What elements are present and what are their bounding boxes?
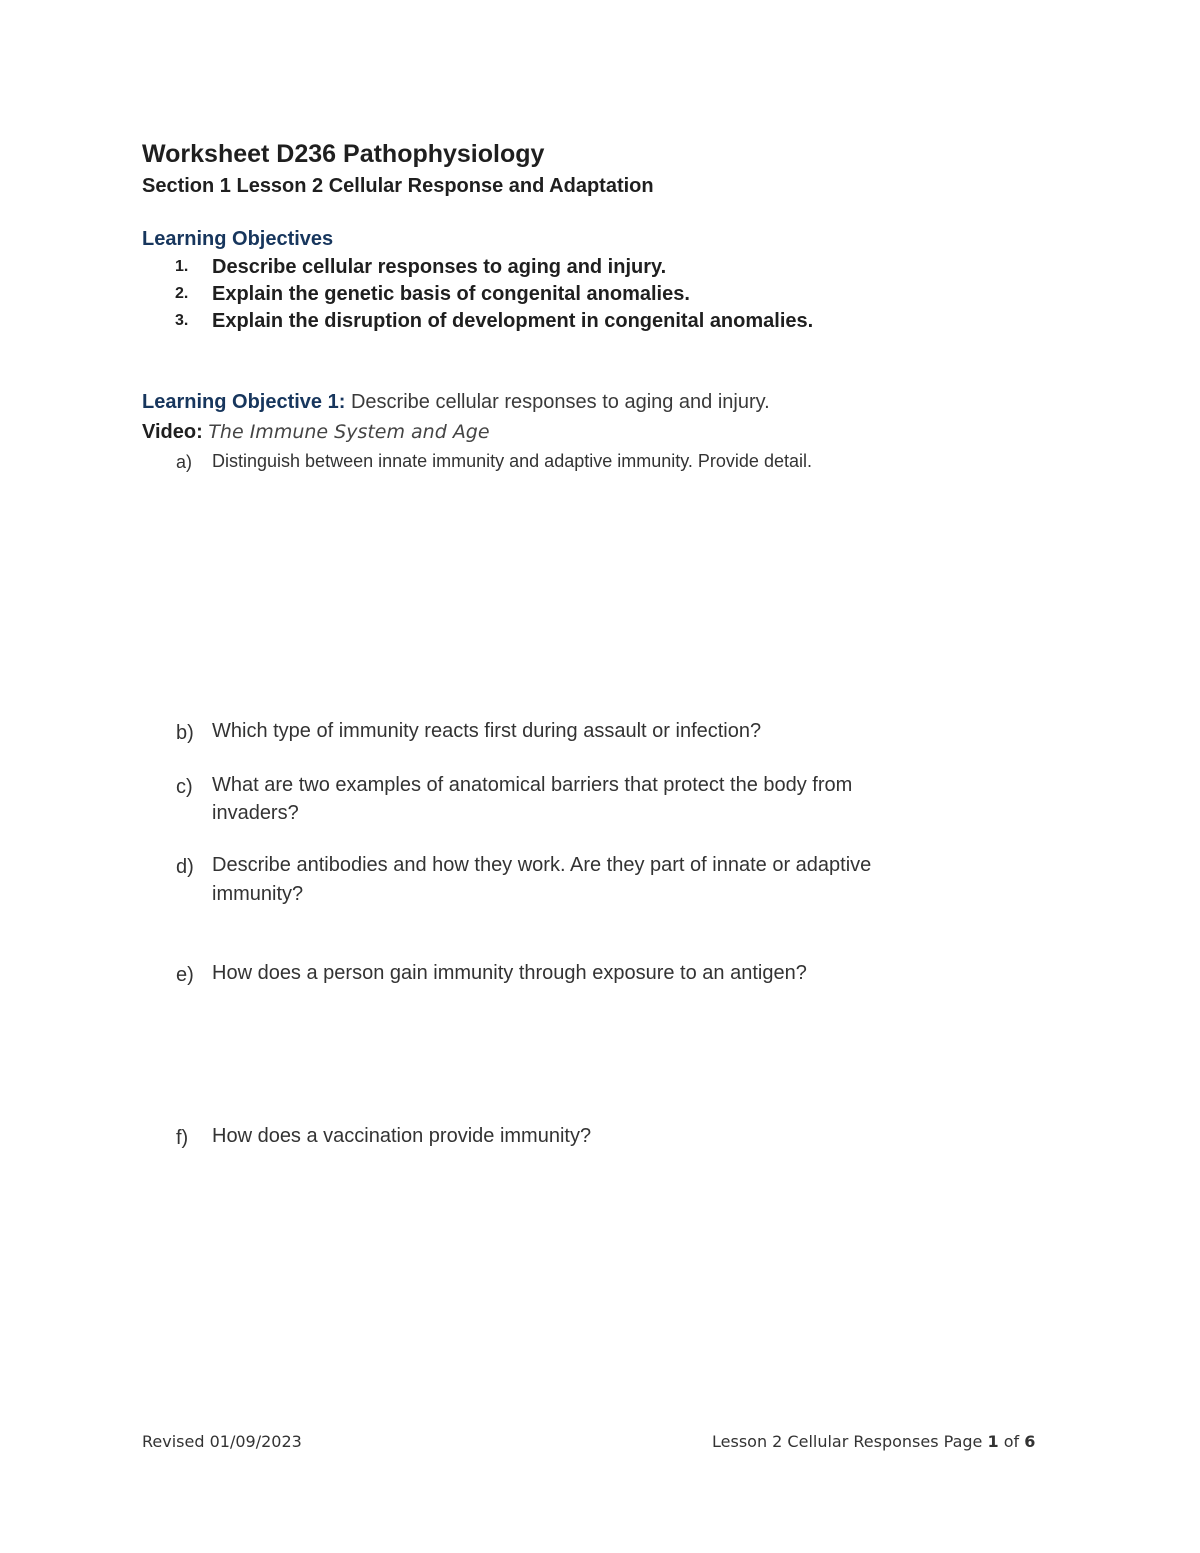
objective-item <box>175 258 188 276</box>
objective-text: Explain the genetic basis of congenital anomalies. <box>212 283 690 305</box>
question-letter: a) <box>176 452 193 472</box>
page-number-total: 6 <box>1024 1432 1036 1451</box>
video-line <box>142 421 490 444</box>
question-text-continued: invaders? <box>212 802 299 824</box>
page-footer-of: of <box>1003 1432 1020 1451</box>
objective-text: Explain the disruption of development in congenital anomalies. <box>212 310 814 332</box>
objective-number: 1. <box>175 258 189 275</box>
question-text-continued: immunity? <box>212 883 304 905</box>
video-title: The Immune System and Age <box>208 421 490 443</box>
question-letter: d) <box>176 856 194 878</box>
question-letter: e) <box>176 964 194 986</box>
question-text: What are two examples of anatomical barriers that protect the body from <box>212 774 853 796</box>
question-text: How does a person gain immunity through exposure to an antigen? <box>212 962 807 984</box>
learning-objectives-heading: Learning Objectives <box>142 228 334 250</box>
learning-objective-1-line <box>142 391 770 414</box>
objective-number: 3. <box>175 312 189 329</box>
question-text: How does a vaccination provide immunity? <box>212 1125 592 1147</box>
revised-date: Revised 01/09/2023 <box>142 1432 302 1451</box>
question-letter: b) <box>176 722 194 744</box>
question-text: Which type of immunity reacts first during assault or infection? <box>212 720 762 742</box>
learning-objective-number: 1: <box>327 391 346 413</box>
worksheet-subtitle: Section 1 Lesson 2 Cellular Response and Adaptation <box>142 175 654 197</box>
page-number-current: 1 <box>987 1432 999 1451</box>
question-text: Describe antibodies and how they work. Are they part of innate or adaptive <box>212 854 872 876</box>
page-footer-label: Lesson 2 Cellular Responses Page <box>712 1432 983 1451</box>
question-text: Distinguish between innate immunity and adaptive immunity. Provide detail. <box>212 451 812 471</box>
learning-objective-text: Describe cellular responses to aging and injury. <box>350 391 770 413</box>
objective-item <box>175 312 188 330</box>
video-label: Video: <box>142 421 203 443</box>
question-letter: c) <box>176 776 193 798</box>
objective-item <box>175 285 188 303</box>
page-footer <box>712 1432 1035 1451</box>
question-letter: f) <box>176 1127 189 1149</box>
worksheet-title: Worksheet D236 Pathophysiology <box>142 140 545 168</box>
learning-objective-label: Learning Objective <box>142 391 323 413</box>
objective-number: 2. <box>175 285 189 302</box>
objective-text: Describe cellular responses to aging and injury. <box>212 256 667 278</box>
